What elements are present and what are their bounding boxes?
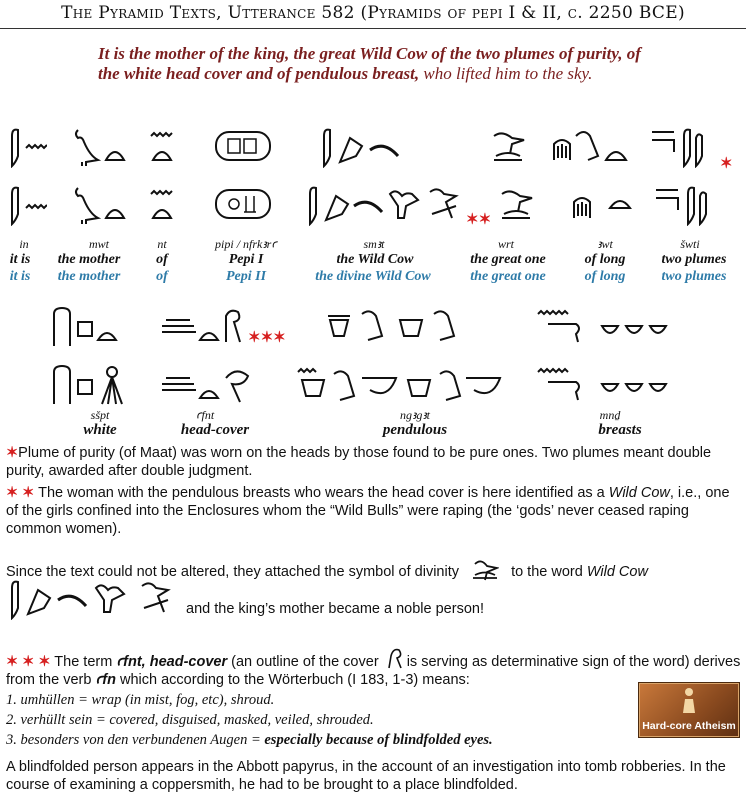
marker-three-star: ✶✶✶ — [248, 330, 286, 346]
cartouche-glyph — [214, 184, 274, 226]
note-text: is serving as determinative sign of the word) derives from the verb — [6, 654, 741, 688]
wild-cow-inline-glyphs — [8, 578, 184, 620]
definition-3-emphasis: especially because of blindfolded eyes. — [264, 732, 493, 748]
translit-label: nt — [157, 237, 167, 251]
word-translation: white — [83, 422, 117, 438]
pepi-2-translation: of long — [584, 269, 626, 284]
translit-label: ꜥfnt — [195, 408, 215, 422]
note-emphasis: ꜥfnt, head-cover — [116, 654, 228, 670]
plume-glyph — [654, 184, 724, 226]
head-cover-glyph — [160, 364, 260, 406]
figure-icon — [679, 687, 699, 715]
note-plume-of-purity — [6, 444, 741, 480]
logo-text: Hard-core Atheism — [642, 720, 736, 732]
note-text: Since the text could not be altered, they attached the symbol of divinity — [6, 564, 459, 580]
swallow-glyph — [488, 126, 528, 168]
pepi-1-translation: of — [156, 252, 168, 267]
translit-label: sšpt — [90, 408, 110, 422]
pepi-1-translation: the great one — [470, 252, 546, 267]
pepi-1-translation: it is — [9, 252, 31, 267]
white-glyph — [50, 364, 130, 406]
intro-tail: who lifted him to the sky. — [419, 64, 593, 83]
hieroglyph-row-pepi-1 — [0, 126, 746, 170]
note-text: (an outline of the cover — [227, 654, 379, 670]
reed-leaf-glyph — [8, 184, 22, 226]
pepi-1-translation: of long — [584, 252, 626, 267]
pepi-1-translation: the Wild Cow — [336, 252, 414, 267]
note-text: to the word — [511, 564, 587, 580]
note-noble-person — [186, 600, 726, 618]
word-translation: head-cover — [180, 422, 250, 438]
reed-leaf-glyph — [8, 126, 22, 168]
water-glyph — [25, 126, 47, 168]
pepi-1-translation: two plumes — [661, 252, 727, 267]
vulture-glyph — [72, 126, 102, 168]
pendulous-glyph — [322, 306, 472, 348]
pepi-2-translation: two plumes — [661, 269, 727, 284]
translit-label: pipi / nfrkꜣrꜥ — [215, 237, 277, 251]
pepi-2-translation: it is — [9, 269, 31, 284]
note-emphasis: Wild Cow — [608, 485, 670, 501]
intro-translation — [98, 44, 658, 84]
pepi-2-translation: the mother — [57, 269, 121, 284]
pepi-1-translation: Pepi I — [228, 252, 264, 267]
translit-label: ꜣwt — [597, 237, 613, 251]
sceptre-glyph — [320, 126, 400, 168]
hieroglyph-row-pepi-2 — [0, 184, 746, 228]
note-emphasis: Wild Cow — [586, 564, 648, 580]
hieroglyph-row-second-a — [0, 306, 746, 350]
note-wild-cow — [6, 484, 741, 538]
note-text: The term — [50, 654, 117, 670]
hard-core-atheism-logo — [638, 682, 740, 738]
note-text: and the king’s mother became a noble person! — [186, 601, 484, 617]
breasts-glyph — [536, 306, 676, 348]
translit-label: in — [19, 237, 29, 251]
note-text: , i.e., one of the girls confined into the Enclosures whom the “Wild Bulls” were raping (the ‘gods’ never ceased raping common women). — [6, 485, 730, 537]
marker-three-star: ✶ ✶ ✶ — [6, 654, 51, 670]
note-text: which according to the Wörterbuch (I 183, 1-3) means: — [115, 672, 470, 688]
pendulous-glyph — [296, 364, 506, 406]
note-head-cover-term — [6, 648, 741, 689]
definition-1: 1. umhüllen = wrap (in mist, fog, etc), shroud. — [6, 692, 275, 708]
note-text: A blindfolded person appears in the Abbott papyrus, in the account of an investigation into tomb robberies. In the course of examining a coppersmith, he had to be brought to a place blindfolded. — [6, 759, 726, 793]
bread-glyph — [104, 126, 126, 168]
marker-one-star: ✶ — [720, 156, 733, 172]
pepi-2-translation: the great one — [470, 269, 546, 284]
pepi-1-translation: the mother — [57, 252, 121, 267]
word-translation: breasts — [598, 422, 642, 438]
divinity-symbol-glyph — [471, 558, 499, 582]
water-glyph — [150, 184, 174, 226]
pepi-2-translation: of — [156, 269, 168, 284]
plume-glyph — [650, 126, 720, 168]
water-glyph — [150, 126, 174, 168]
word-translation: pendulous — [382, 422, 448, 438]
pepi-2-translation: the divine Wild Cow — [315, 269, 431, 284]
water-glyph — [25, 184, 47, 226]
note-emphasis: ꜥfn — [95, 672, 116, 688]
translit-label: mnḏ — [599, 408, 621, 422]
translit-label: ngꜣgꜣt — [400, 408, 430, 422]
translit-label: wrt — [497, 237, 514, 251]
definition-2: 2. verhüllt sein = covered, disguised, masked, veiled, shrouded. — [6, 712, 374, 728]
intro-bold: It is the mother of the king, the great Wild Cow of the two plumes of purity, of the white head cover and of pendulous breast, — [98, 44, 641, 83]
hieroglyph-row-second-b — [0, 364, 746, 408]
translit-label: šwti — [680, 237, 700, 251]
cartouche-glyph — [214, 126, 274, 168]
basket-glyph — [550, 126, 634, 168]
basket-glyph — [570, 184, 640, 226]
bread-glyph — [104, 184, 126, 226]
definition-3-text: 3. besonders von den verbundenen Augen = — [6, 732, 265, 748]
marker-two-star: ✶✶ — [466, 212, 492, 228]
white-glyph — [50, 306, 120, 348]
marker-two-star: ✶ ✶ — [6, 485, 35, 501]
wild-cow-glyph-group — [306, 184, 466, 226]
head-cover-outline-glyph — [387, 648, 403, 670]
pepi-2-translation: Pepi II — [225, 269, 267, 284]
translit-label: mwt — [88, 237, 109, 251]
swallow-glyph — [496, 184, 536, 226]
marker-one-star: ✶ — [6, 445, 19, 461]
page-title: The Pyramid Texts, Utterance 582 (Pyramids of pepi I & II, c. 2250 BCE) — [61, 3, 685, 23]
head-cover-glyph — [160, 306, 250, 348]
vulture-glyph — [72, 184, 102, 226]
definition-3 — [6, 732, 493, 749]
note-text: Plume of purity (of Maat) was worn on the heads by those found to be pure ones. Two plumes meant double purity, awarded after double judgment. — [6, 445, 712, 479]
note-text: The woman with the pendulous breasts who wears the head cover is here identified as a — [34, 485, 609, 501]
translit-label: smꜣt — [363, 237, 385, 251]
breasts-glyph — [536, 364, 686, 406]
note-abbott-papyrus — [6, 758, 741, 794]
page-header — [0, 0, 746, 29]
